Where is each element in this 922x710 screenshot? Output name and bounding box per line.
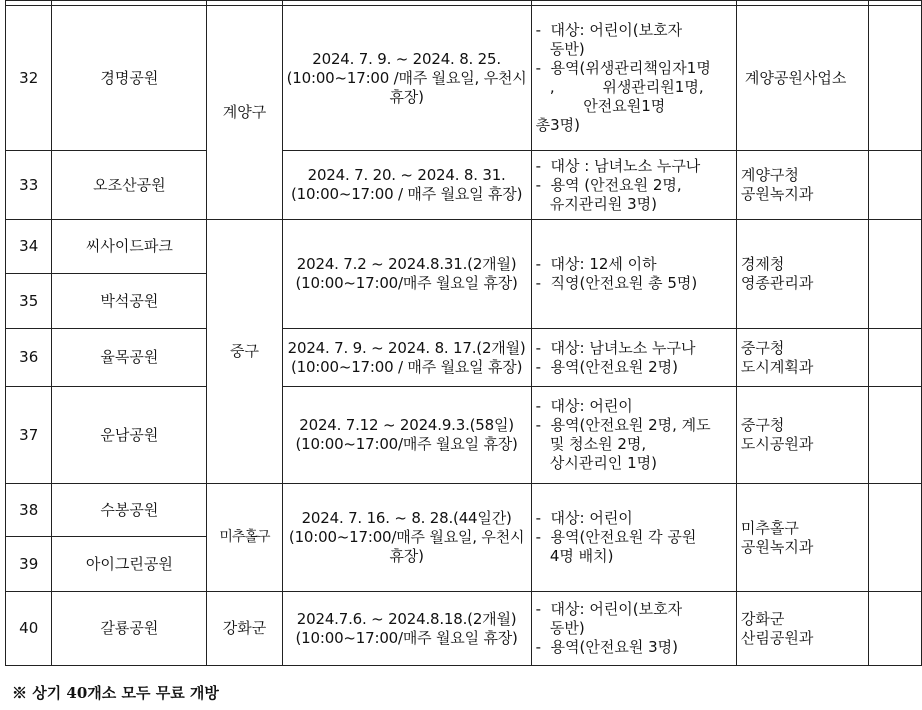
operation-content xyxy=(531,387,736,484)
row-number: 38 xyxy=(6,484,52,537)
period-line: 2024. 7. 16. ~ 8. 28.(44일간) xyxy=(301,509,512,527)
district-name: 강화군 xyxy=(207,592,282,666)
park-name: 박석공원 xyxy=(52,274,207,329)
period-line: 2024. 7.2 ~ 2024.8.31.(2개월) xyxy=(296,255,517,273)
period-line: (10:00~17:00/매주 월요일 휴장) xyxy=(295,274,518,292)
manager-line: 영종관리과 xyxy=(740,274,814,292)
content-line: - 직영(안전요원 총 5명) xyxy=(535,274,698,292)
content-line: - 용역 (안전요원 2명, xyxy=(535,175,682,194)
operation-period xyxy=(282,329,531,387)
operation-content xyxy=(531,484,736,592)
manager-line: 강화군 xyxy=(740,609,785,628)
row-number: 36 xyxy=(6,329,52,387)
period-line: (10:00~17:00/매주 월요일 휴장) xyxy=(295,628,518,647)
period-line: 2024. 7. 9. ~ 2024. 8. 25. xyxy=(312,49,501,68)
row-number: 34 xyxy=(6,220,52,274)
table-row xyxy=(6,151,922,220)
district-name: 미추홀구 xyxy=(207,484,282,592)
content-line: 및 청소원 2명, xyxy=(535,435,647,453)
note-cell xyxy=(869,6,922,151)
operation-content xyxy=(531,151,736,220)
period-line: (10:00~17:00 /매주 월요일, 우천시 xyxy=(286,68,527,87)
content-line: - 용역(안전요원 3명) xyxy=(535,638,678,656)
operation-content xyxy=(531,220,736,329)
period-line: 2024. 7. 20. ~ 2024. 8. 31. xyxy=(307,166,506,184)
content-line: - 대상: 12세 이하 xyxy=(535,255,657,273)
table-row xyxy=(6,220,922,274)
park-name: 갈룡공원 xyxy=(52,592,207,666)
content-line: - 용역(안전요원 2명) xyxy=(535,357,678,376)
managing-department xyxy=(736,592,868,666)
operation-period xyxy=(282,6,531,151)
park-name: 율목공원 xyxy=(52,329,207,387)
period-line: 2024. 7. 9. ~ 2024. 8. 17.(2개월) xyxy=(287,338,526,357)
content-line: 동반) xyxy=(535,40,585,58)
managing-department xyxy=(736,484,868,592)
operation-period xyxy=(282,151,531,220)
row-number: 35 xyxy=(6,274,52,329)
manager-line: 산림공원과 xyxy=(740,628,814,647)
content-line: - 대상: 어린이(보호자 xyxy=(535,21,683,39)
content-line: , 위생관리원1명, xyxy=(535,78,704,96)
district-name: 중구 xyxy=(207,220,282,484)
managing-department xyxy=(736,151,868,220)
operation-content xyxy=(531,6,736,151)
period-line: (10:00~17:00/매주 월요일 휴장) xyxy=(295,435,518,453)
content-line: 상시관리인 1명) xyxy=(535,454,657,472)
manager-line: 도시계획과 xyxy=(740,357,814,376)
note-cell xyxy=(869,592,922,666)
managing-department xyxy=(736,6,868,151)
note-cell xyxy=(869,387,922,484)
manager-line: 공원녹지과 xyxy=(740,537,814,556)
content-line: 총3명) xyxy=(535,116,580,134)
operation-period xyxy=(282,220,531,329)
content-line: - 대상: 어린이 xyxy=(535,509,633,527)
content-line: - 대상: 남녀노소 누구나 xyxy=(535,338,696,357)
managing-department xyxy=(736,387,868,484)
period-line: 휴장) xyxy=(389,87,424,106)
content-line: - 용역(안전요원 2명, 계도 xyxy=(535,416,711,434)
table-row xyxy=(6,387,922,484)
operation-content xyxy=(531,329,736,387)
content-line: 안전요원1명 xyxy=(535,97,666,115)
row-number: 37 xyxy=(6,387,52,484)
manager-line: 미추홀구 xyxy=(740,518,799,537)
content-line: - 용역(위생관리책임자1명 xyxy=(535,59,711,77)
operation-period xyxy=(282,484,531,592)
period-line: 휴장) xyxy=(389,547,424,565)
row-number: 32 xyxy=(6,6,52,151)
manager-line: 계양구청 xyxy=(740,166,799,184)
row-number: 40 xyxy=(6,592,52,666)
park-name: 수봉공원 xyxy=(52,484,207,537)
managing-department xyxy=(736,220,868,329)
content-line: - 대상: 어린이 xyxy=(535,397,633,415)
table-row xyxy=(6,592,922,666)
park-schedule-table xyxy=(5,0,922,666)
manager-line: 경제청 xyxy=(740,255,785,273)
content-line: - 대상: 어린이(보호자 xyxy=(535,600,683,618)
table-row xyxy=(6,484,922,537)
footnote: ※ 상기 40개소 모두 무료 개방 xyxy=(12,684,219,702)
period-line: (10:00~17:00 / 매주 월요일 휴장) xyxy=(290,185,523,203)
operation-period xyxy=(282,592,531,666)
district-name: 계양구 xyxy=(207,6,282,220)
content-line: 유지관리원 3명) xyxy=(535,194,657,213)
managing-department xyxy=(736,329,868,387)
table-row xyxy=(6,6,922,151)
note-cell xyxy=(869,220,922,329)
row-number: 33 xyxy=(6,151,52,220)
note-cell xyxy=(869,329,922,387)
note-cell xyxy=(869,484,922,592)
park-name: 운남공원 xyxy=(52,387,207,484)
park-name: 아이그린공원 xyxy=(52,537,207,592)
park-name: 씨사이드파크 xyxy=(52,220,207,274)
period-line: 2024. 7.12 ~ 2024.9.3.(58일) xyxy=(299,416,514,434)
period-line: (10:00~17:00/매주 월요일, 우천시 xyxy=(288,528,525,546)
period-line: (10:00~17:00 / 매주 월요일 휴장) xyxy=(290,357,523,376)
operation-period xyxy=(282,387,531,484)
note-cell xyxy=(869,151,922,220)
park-name: 오조산공원 xyxy=(52,151,207,220)
period-line: 2024.7.6. ~ 2024.8.18.(2개월) xyxy=(296,609,517,628)
manager-line: 도시공원과 xyxy=(740,435,814,453)
manager-line: 공원녹지과 xyxy=(740,185,814,203)
content-line: 4명 배치) xyxy=(535,547,614,565)
table-row xyxy=(6,329,922,387)
content-line: - 용역(안전요원 각 공원 xyxy=(535,528,697,546)
content-line: 동반) xyxy=(535,619,585,637)
content-line: - 대상 : 남녀노소 누구나 xyxy=(535,156,701,175)
manager-line: 중구청 xyxy=(740,338,785,357)
operation-content xyxy=(531,592,736,666)
row-number: 39 xyxy=(6,537,52,592)
park-name: 경명공원 xyxy=(52,6,207,151)
manager-line: 계양공원사업소 xyxy=(744,68,847,87)
manager-line: 중구청 xyxy=(740,416,785,434)
